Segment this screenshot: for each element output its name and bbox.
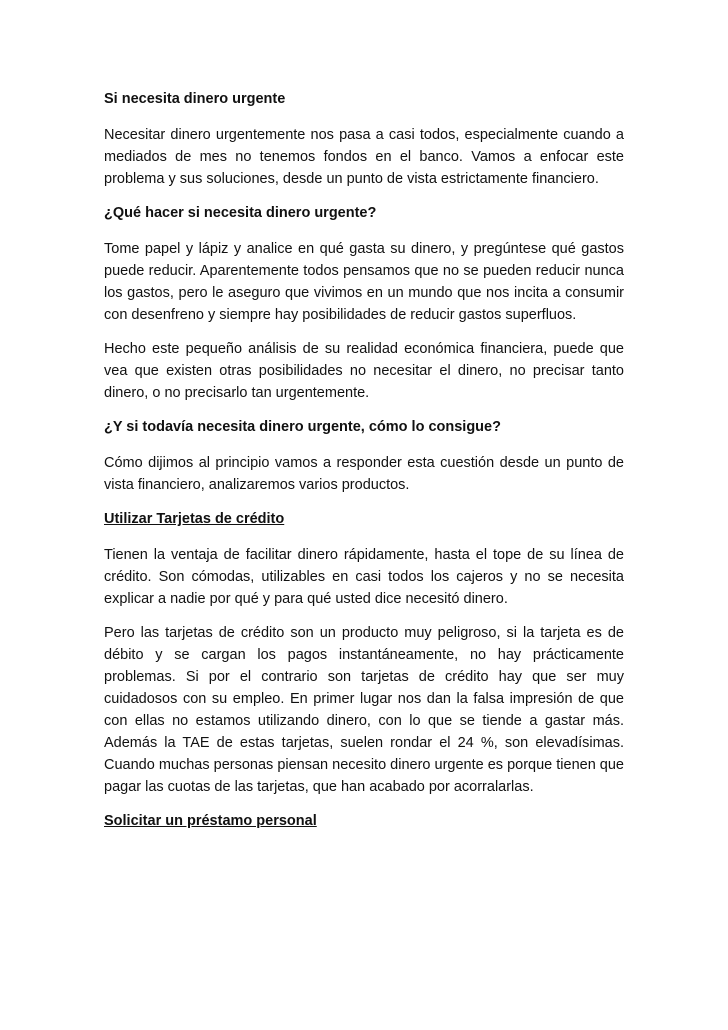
heading-tarjetas-credito: Utilizar Tarjetas de crédito — [104, 511, 285, 527]
document-title: Si necesita dinero urgente — [104, 91, 286, 107]
heading-que-hacer: ¿Qué hacer si necesita dinero urgente? — [104, 205, 377, 221]
document-page — [104, 88, 624, 846]
paragraph-tarjetas-1: Tienen la ventaja de facilitar dinero rápidamente, hasta el tope de su línea de crédito. Son cómodas, utilizables en casi todos los cajeros y no se necesita explicar a nadie por qué y para qué usted dice necesitó dinero. — [104, 547, 624, 607]
paragraph-como-consigue: Cómo dijimos al principio vamos a responder esta cuestión desde un punto de vista financiero, analizaremos varios productos. — [104, 455, 624, 493]
paragraph-que-hacer-1: Tome papel y lápiz y analice en qué gasta su dinero, y pregúntese qué gastos puede reducir. Aparentemente todos pensamos que no se pueden reducir nunca los gastos, pero le aseguro que vivimos en un mundo que nos incita a consumir con desenfreno y siempre hay posibilidades de reducir gastos superfluos. — [104, 241, 624, 323]
paragraph-que-hacer-2: Hecho este pequeño análisis de su realidad económica financiera, puede que vea que existen otras posibilidades no necesitar el dinero, no precisar tanto dinero, o no precisarlo tan urgentemente. — [104, 341, 624, 401]
paragraph-tarjetas-2: Pero las tarjetas de crédito son un producto muy peligroso, si la tarjeta es de débito y se cargan los pagos instantáneamente, no hay prácticamente problemas. Si por el contrario son tarjetas de crédito hay que ser muy cuidadosos con su empleo. En primer lugar nos dan la falsa impresión de que con ellas no estamos utilizando dinero, con lo que se tiende a gastar más. Además la TAE de estas tarjetas, suelen rondar el 24 %, son elevadísimas. Cuando muchas personas piensan necesito dinero urgente es porque tienen que pagar las cuotas de las tarjetas, que han acabado por acorralarlas. — [104, 625, 624, 795]
heading-como-consigue: ¿Y si todavía necesita dinero urgente, cómo lo consigue? — [104, 419, 501, 435]
heading-prestamo-personal: Solicitar un préstamo personal — [104, 813, 317, 829]
intro-paragraph: Necesitar dinero urgentemente nos pasa a casi todos, especialmente cuando a mediados de mes no tenemos fondos en el banco. Vamos a enfocar este problema y sus soluciones, desde un punto de vista estrictamente financiero. — [104, 127, 624, 187]
